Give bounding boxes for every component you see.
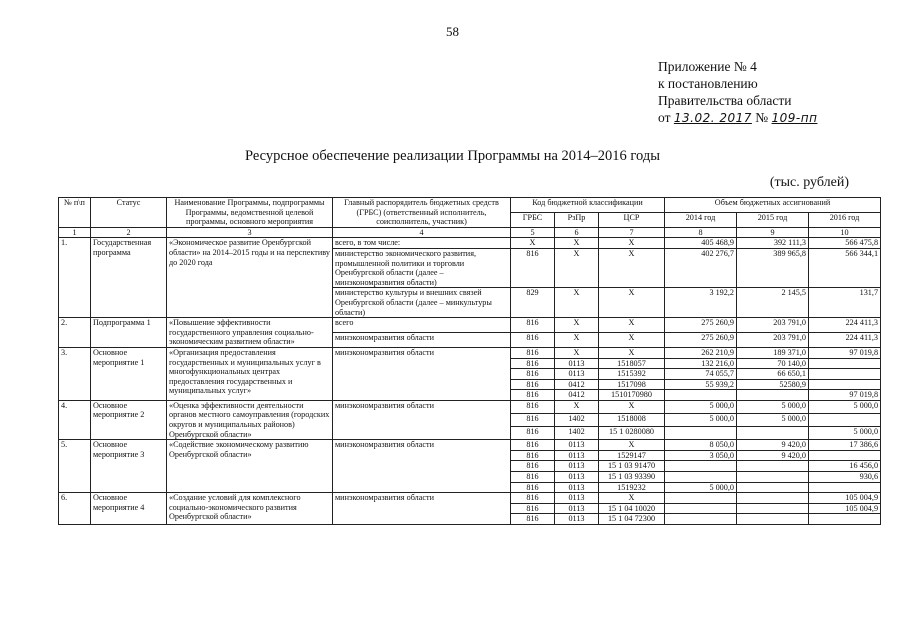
cell-grbs-code: 816 [511, 427, 555, 440]
cell-csr: X [599, 440, 665, 451]
cell-rzpr: X [555, 288, 599, 318]
cell-2015: 5 000,0 [737, 400, 809, 413]
cell-csr: 1529147 [599, 450, 665, 461]
cell-csr: 15 1 04 72300 [599, 514, 665, 525]
row-grbs: минэкономразвития области [333, 493, 511, 525]
cell-2014: 5 000,0 [665, 482, 737, 493]
table-row [59, 440, 881, 451]
cell-2014 [665, 461, 737, 472]
cell-grbs-code: 816 [511, 440, 555, 451]
cell-2014 [665, 503, 737, 514]
header-2015: 2015 год [737, 212, 809, 227]
col-index: 10 [809, 227, 881, 238]
header-code-group: Код бюджетной классификации [511, 198, 665, 213]
cell-2016 [809, 379, 881, 390]
table-row [59, 493, 881, 504]
cell-csr: 1510170980 [599, 390, 665, 401]
cell-2015: 189 371,0 [737, 347, 809, 358]
cell-rzpr: 0113 [555, 482, 599, 493]
cell-rzpr: X [555, 333, 599, 348]
unit-label: (тыс. рублей) [769, 175, 849, 190]
cell-2016: 566 475,8 [809, 238, 881, 249]
appendix-line-3: Правительства области [658, 93, 792, 108]
cell-2015: 203 791,0 [737, 318, 809, 333]
col-index: 7 [599, 227, 665, 238]
cell-2015 [737, 482, 809, 493]
cell-rzpr: 0113 [555, 450, 599, 461]
cell-rzpr: X [555, 400, 599, 413]
cell-csr: X [599, 400, 665, 413]
cell-rzpr: X [555, 248, 599, 287]
cell-2015 [737, 514, 809, 525]
row-grbs: минэкономразвития области [333, 333, 511, 348]
cell-csr: 1518057 [599, 358, 665, 369]
cell-grbs-code: 816 [511, 369, 555, 380]
cell-2015: 392 111,3 [737, 238, 809, 249]
row-status: Основное мероприятие 4 [91, 493, 167, 525]
cell-grbs-code: 816 [511, 248, 555, 287]
cell-csr: 1515392 [599, 369, 665, 380]
cell-rzpr: 0412 [555, 390, 599, 401]
cell-csr: X [599, 333, 665, 348]
cell-rzpr: 0113 [555, 493, 599, 504]
cell-2014: 5 000,0 [665, 400, 737, 413]
cell-rzpr: X [555, 347, 599, 358]
row-num: 4. [59, 400, 91, 439]
cell-2016: 224 411,3 [809, 318, 881, 333]
cell-2016: 224 411,3 [809, 333, 881, 348]
row-num: 1. [59, 238, 91, 318]
cell-grbs-code: 816 [511, 390, 555, 401]
cell-2016: 105 004,9 [809, 503, 881, 514]
cell-2016: 97 019,8 [809, 347, 881, 358]
cell-2015: 2 145,5 [737, 288, 809, 318]
cell-csr: 1519232 [599, 482, 665, 493]
header-status: Статус [91, 198, 167, 228]
col-index: 3 [167, 227, 333, 238]
header-2014: 2014 год [665, 212, 737, 227]
cell-2015: 203 791,0 [737, 333, 809, 348]
cell-2016 [809, 369, 881, 380]
appendix-block [658, 58, 817, 127]
row-num: 2. [59, 318, 91, 348]
cell-grbs-code: X [511, 238, 555, 249]
cell-2014 [665, 493, 737, 504]
cell-rzpr: 0113 [555, 358, 599, 369]
cell-2015 [737, 493, 809, 504]
cell-csr: 15 1 03 93390 [599, 472, 665, 483]
appendix-date-line [658, 109, 817, 127]
cell-grbs-code: 816 [511, 318, 555, 333]
cell-rzpr: 0113 [555, 472, 599, 483]
cell-rzpr: 0113 [555, 503, 599, 514]
cell-csr: 1517098 [599, 379, 665, 390]
cell-grbs-code: 816 [511, 514, 555, 525]
col-index: 4 [333, 227, 511, 238]
cell-csr: X [599, 288, 665, 318]
header-name: Наименование Программы, подпрограммы Программы, ведомственной целевой программы, основного мероприятия [167, 198, 333, 228]
cell-grbs-code: 816 [511, 347, 555, 358]
cell-2015: 389 965,8 [737, 248, 809, 287]
from-label: от [658, 110, 671, 125]
cell-csr: 1518008 [599, 414, 665, 427]
cell-grbs-code: 829 [511, 288, 555, 318]
cell-2016: 17 386,6 [809, 440, 881, 451]
cell-2015 [737, 472, 809, 483]
col-index: 8 [665, 227, 737, 238]
row-grbs: минэкономразвития области [333, 400, 511, 439]
row-name: «Организация предоставления государственных и муниципальных услуг в многофункциональных центрах предоставления государственных и муниципальных услуг» [167, 347, 333, 400]
cell-grbs-code: 816 [511, 379, 555, 390]
cell-csr: 15 1 03 91470 [599, 461, 665, 472]
cell-rzpr: 1402 [555, 414, 599, 427]
table-row [59, 318, 881, 333]
cell-2014: 3 050,0 [665, 450, 737, 461]
row-status: Подпрограмма 1 [91, 318, 167, 348]
table-row [59, 238, 881, 249]
row-name: «Повышение эффективности государственного управления социально-экономическим развитием области» [167, 318, 333, 348]
row-grbs: минэкономразвития области [333, 440, 511, 493]
row-grbs: минэкономразвития области [333, 347, 511, 400]
cell-2015: 66 650,1 [737, 369, 809, 380]
cell-2014: 405 468,9 [665, 238, 737, 249]
cell-2016: 131,7 [809, 288, 881, 318]
cell-grbs-code: 816 [511, 472, 555, 483]
cell-2014: 5 000,0 [665, 414, 737, 427]
cell-2014: 275 260,9 [665, 318, 737, 333]
col-index: 2 [91, 227, 167, 238]
number-sign: № [755, 110, 769, 125]
appendix-line-1: Приложение № 4 [658, 59, 757, 74]
cell-2015 [737, 427, 809, 440]
cell-csr: X [599, 347, 665, 358]
cell-2014: 8 050,0 [665, 440, 737, 451]
cell-2014: 3 192,2 [665, 288, 737, 318]
cell-2015: 9 420,0 [737, 440, 809, 451]
cell-2016: 930,6 [809, 472, 881, 483]
cell-2014 [665, 427, 737, 440]
cell-2016 [809, 358, 881, 369]
row-num: 5. [59, 440, 91, 493]
table-row [59, 400, 881, 413]
cell-2014 [665, 390, 737, 401]
row-status: Государственная программа [91, 238, 167, 318]
cell-csr: X [599, 318, 665, 333]
cell-2016: 5 000,0 [809, 400, 881, 413]
cell-grbs-code: 816 [511, 333, 555, 348]
row-name: «Содействие экономическому развитию Оренбургской области» [167, 440, 333, 493]
row-num: 3. [59, 347, 91, 400]
row-status: Основное мероприятие 1 [91, 347, 167, 400]
col-index: 1 [59, 227, 91, 238]
cell-2015: 9 420,0 [737, 450, 809, 461]
header-rzpr: РзПр [555, 212, 599, 227]
cell-2015: 70 140,0 [737, 358, 809, 369]
header-num: № п\п [59, 198, 91, 228]
cell-2014: 402 276,7 [665, 248, 737, 287]
decree-number: 109-пп [771, 111, 818, 125]
cell-rzpr: X [555, 238, 599, 249]
row-status: Основное мероприятие 2 [91, 400, 167, 439]
cell-2014: 55 939,2 [665, 379, 737, 390]
col-index: 9 [737, 227, 809, 238]
cell-2015 [737, 503, 809, 514]
document-title: Ресурсное обеспечение реализации Программы на 2014–2016 годы [245, 148, 660, 164]
cell-2016 [809, 482, 881, 493]
cell-csr: X [599, 238, 665, 249]
cell-2014: 132 216,0 [665, 358, 737, 369]
cell-rzpr: 0113 [555, 514, 599, 525]
cell-2015: 5 000,0 [737, 414, 809, 427]
cell-2016: 16 456,0 [809, 461, 881, 472]
cell-rzpr: 0113 [555, 440, 599, 451]
cell-2016 [809, 450, 881, 461]
cell-2014: 275 260,9 [665, 333, 737, 348]
page-number: 58 [446, 24, 459, 39]
cell-2016: 5 000,0 [809, 427, 881, 440]
cell-2015 [737, 461, 809, 472]
header-grbs-code: ГРБС [511, 212, 555, 227]
cell-csr: 15 1 0280080 [599, 427, 665, 440]
row-status: Основное мероприятие 3 [91, 440, 167, 493]
resource-table [58, 197, 881, 525]
cell-2014: 74 055,7 [665, 369, 737, 380]
cell-grbs-code: 816 [511, 493, 555, 504]
cell-grbs-code: 816 [511, 450, 555, 461]
header-2016: 2016 год [809, 212, 881, 227]
cell-2016: 566 344,1 [809, 248, 881, 287]
cell-2016 [809, 514, 881, 525]
column-index-row [59, 227, 881, 238]
cell-2016: 105 004,9 [809, 493, 881, 504]
header-grbs: Главный распорядитель бюджетных средств (ГРБС) (ответственный исполнитель, соисполнитель, участник) [333, 198, 511, 228]
cell-grbs-code: 816 [511, 414, 555, 427]
row-grbs: всего, в том числе: [333, 238, 511, 249]
col-index: 6 [555, 227, 599, 238]
cell-grbs-code: 816 [511, 461, 555, 472]
row-grbs: министерство экономического развития, промышленной политики и торговли Оренбургской области (далее – минэкономразвития области) [333, 248, 511, 287]
cell-grbs-code: 816 [511, 400, 555, 413]
cell-grbs-code: 816 [511, 482, 555, 493]
row-name: «Оценка эффективности деятельности органов местного самоуправления (городских округов и муниципальных районов) Оренбургской области» [167, 400, 333, 439]
cell-csr: X [599, 248, 665, 287]
cell-2015: 52580,9 [737, 379, 809, 390]
header-budget-group: Объем бюджетных ассигнований [665, 198, 881, 213]
cell-rzpr: 1402 [555, 427, 599, 440]
cell-rzpr: 0113 [555, 369, 599, 380]
cell-csr: 15 1 04 10020 [599, 503, 665, 514]
cell-rzpr: 0113 [555, 461, 599, 472]
cell-2016: 97 019,8 [809, 390, 881, 401]
cell-2014 [665, 472, 737, 483]
cell-2014: 262 210,9 [665, 347, 737, 358]
cell-2016 [809, 414, 881, 427]
row-grbs: всего [333, 318, 511, 333]
header-csr: ЦСР [599, 212, 665, 227]
cell-rzpr: 0412 [555, 379, 599, 390]
cell-rzpr: X [555, 318, 599, 333]
cell-2014 [665, 514, 737, 525]
decree-date: 13.02. 2017 [673, 111, 752, 125]
cell-grbs-code: 816 [511, 503, 555, 514]
row-name: «Экономическое развитие Оренбургской области» на 2014–2015 годы и на перспективу до 2020 года [167, 238, 333, 318]
cell-2015 [737, 390, 809, 401]
cell-grbs-code: 816 [511, 358, 555, 369]
row-num: 6. [59, 493, 91, 525]
row-grbs: министерство культуры и внешних связей Оренбургской области (далее – минкультуры области) [333, 288, 511, 318]
col-index: 5 [511, 227, 555, 238]
table-row [59, 347, 881, 358]
row-name: «Создание условий для комплексного социально-экономического развития Оренбургской области» [167, 493, 333, 525]
appendix-line-2: к постановлению [658, 76, 758, 91]
cell-csr: X [599, 493, 665, 504]
